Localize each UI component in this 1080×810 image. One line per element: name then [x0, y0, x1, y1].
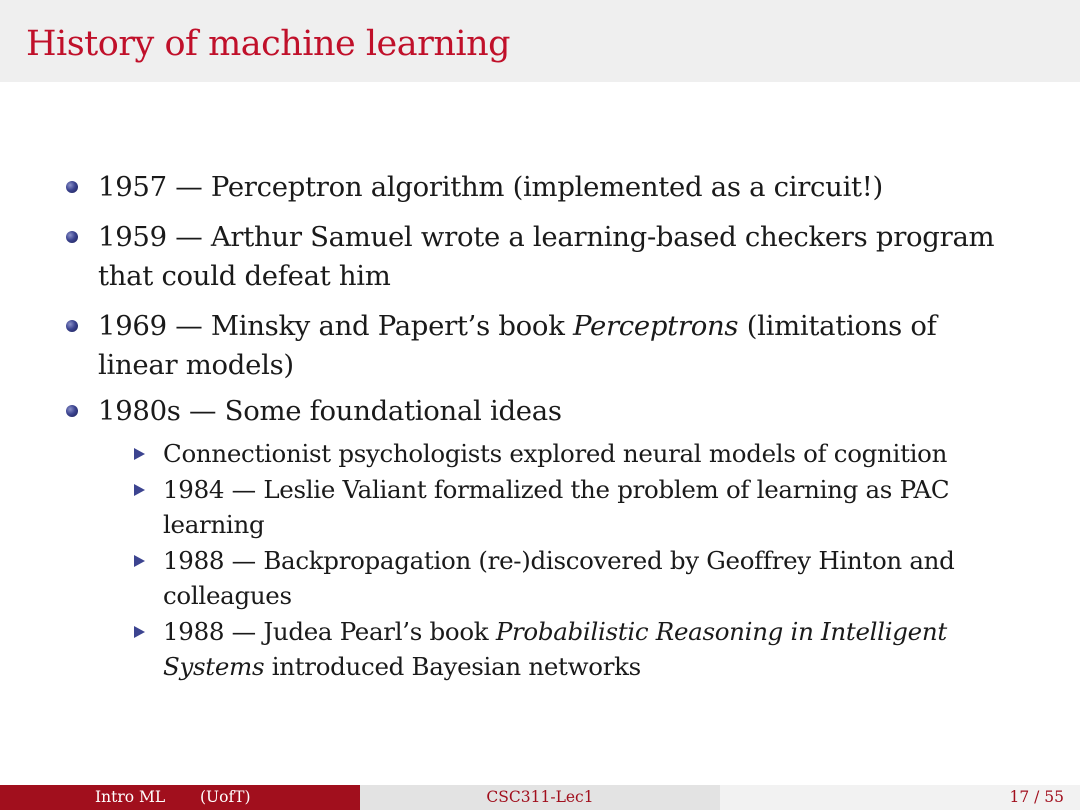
sub-bullet-item — [163, 543, 1033, 613]
book-title: Systems — [163, 652, 265, 681]
sub-bullet-text: 1988 — Judea Pearl’s book Probabilistic Reasoning in Intelligent — [163, 617, 947, 646]
sub-bullet-item — [163, 472, 1033, 542]
sub-bullet-text-continued: Systems introduced Bayesian networks — [163, 652, 641, 681]
footer-school: (UofT) — [200, 788, 251, 806]
sub-bullet-item — [163, 436, 1033, 471]
bullet-item — [98, 307, 1028, 385]
bullet-text: 1969 — Minsky and Papert’s book Perceptrons (limitations of — [98, 310, 937, 342]
footer-course: Intro ML — [95, 788, 166, 806]
bullet-text: 1959 — Arthur Samuel wrote a learning-based checkers program — [98, 221, 995, 253]
bullet-dot-icon — [66, 181, 78, 193]
book-title: Probabilistic Reasoning in Intelligent — [495, 617, 947, 646]
sub-bullet-text-continued: learning — [163, 510, 265, 539]
bullet-text-continued: linear models) — [98, 349, 294, 381]
triangle-bullet-icon — [134, 626, 145, 638]
sub-bullet-text: Connectionist psychologists explored neural models of cognition — [163, 439, 948, 468]
triangle-bullet-icon — [134, 484, 145, 496]
title-bar — [0, 0, 1080, 82]
sub-bullet-text: 1984 — Leslie Valiant formalized the problem of learning as PAC — [163, 475, 950, 504]
bullet-dot-icon — [66, 320, 78, 332]
footer-page — [720, 785, 1080, 810]
page-number: 17 / 55 — [1009, 788, 1064, 806]
footer-bar — [0, 785, 1080, 810]
sub-bullet-text-continued: colleagues — [163, 581, 292, 610]
slide-title: History of machine learning — [26, 24, 511, 64]
triangle-bullet-icon — [134, 448, 145, 460]
bullet-text-continued: that could defeat him — [98, 260, 391, 292]
sub-bullet-item — [163, 614, 1033, 684]
bullet-dot-icon — [66, 231, 78, 243]
footer-author — [0, 785, 360, 810]
bullet-text: 1980s — Some foundational ideas — [98, 395, 562, 427]
sub-bullet-text: 1988 — Backpropagation (re-)discovered by Geoffrey Hinton and — [163, 546, 955, 575]
bullet-text: 1957 — Perceptron algorithm (implemented as a circuit!) — [98, 171, 883, 203]
bullet-item — [98, 218, 1028, 296]
bullet-item — [98, 392, 1028, 431]
bullet-dot-icon — [66, 405, 78, 417]
book-title: Perceptrons — [573, 310, 739, 342]
bullet-item — [98, 168, 1028, 207]
footer-lecture: CSC311-Lec1 — [360, 785, 720, 810]
triangle-bullet-icon — [134, 555, 145, 567]
